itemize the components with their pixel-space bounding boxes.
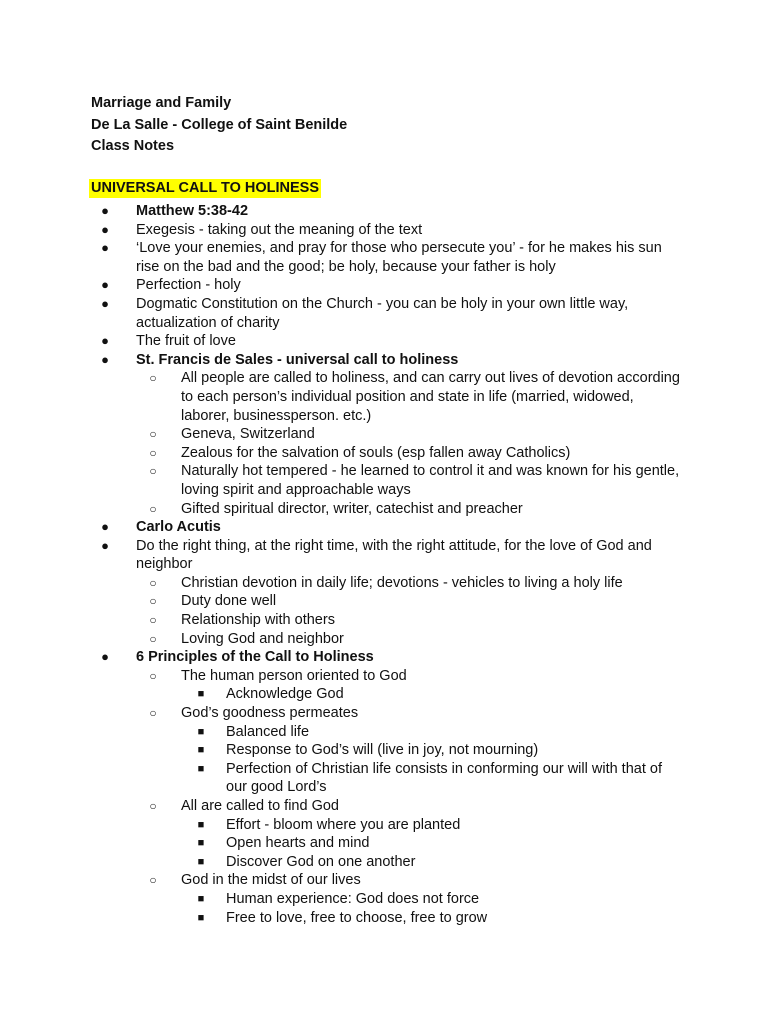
notes-label: Class Notes [91, 138, 175, 154]
bullet-square-icon: ■ [197, 688, 205, 701]
list-item: ● Carlo Acutis [0, 518, 768, 537]
bullet-disc-icon: ● [101, 221, 109, 237]
list-item: ■ Response to God’s will (live in joy, not mourning) [0, 741, 768, 760]
bullet-disc-icon: ● [101, 277, 109, 293]
bullet-square-icon: ■ [197, 744, 205, 757]
list-item: ● Do the right thing, at the right time, with the right attitude, for the love of God and neighbor [0, 537, 768, 574]
bullet-circle-icon: ○ [149, 668, 157, 683]
bullet-circle-icon: ○ [149, 613, 157, 628]
list-item: ○ God’s goodness permeates [0, 704, 768, 723]
list-item: ○ All people are called to holiness, and can carry out lives of devotion according to each person’s individual position and state in life (married, widowed, laborer, businessperson. etc.) [0, 369, 768, 425]
list-item: ■ Discover God on one another [0, 853, 768, 872]
list-item: ● ‘Love your enemies, and pray for those who persecute you’ - for he makes his sun rise on the bad and the good; be holy, because your father is holy [0, 239, 768, 276]
bullet-square-icon: ■ [197, 855, 205, 868]
bullet-circle-icon: ○ [149, 575, 157, 590]
list-item: ■ Human experience: God does not force [0, 890, 768, 909]
list-item: ○ Christian devotion in daily life; devotions - vehicles to living a holy life [0, 574, 768, 593]
bullet-disc-icon: ● [101, 240, 109, 256]
list-item: ● Dogmatic Constitution on the Church - you can be holy in your own little way, actualization of charity [0, 295, 768, 332]
bullet-disc-icon: ● [101, 649, 109, 665]
bullet-circle-icon: ○ [149, 371, 157, 386]
list-item: ○ Gifted spiritual director, writer, catechist and preacher [0, 500, 768, 519]
course-title: Marriage and Family [91, 95, 232, 111]
bullet-disc-icon: ● [101, 333, 109, 349]
document-header [91, 94, 347, 159]
bullet-circle-icon: ○ [149, 594, 157, 609]
bullet-circle-icon: ○ [149, 501, 157, 516]
bullet-square-icon: ■ [197, 911, 205, 924]
list-item: ○ Geneva, Switzerland [0, 425, 768, 444]
bullet-square-icon: ■ [197, 725, 205, 738]
list-item: ○ All are called to find God [0, 797, 768, 816]
bullet-circle-icon: ○ [149, 427, 157, 442]
list-item: ■ Acknowledge God [0, 685, 768, 704]
list-item: ■ Free to love, free to choose, free to grow [0, 909, 768, 928]
list-item: ○ Zealous for the salvation of souls (esp fallen away Catholics) [0, 444, 768, 463]
list-item: ○ Duty done well [0, 592, 768, 611]
bullet-circle-icon: ○ [149, 799, 157, 813]
bullet-disc-icon: ● [101, 351, 109, 367]
bullet-disc-icon: ● [101, 537, 109, 553]
list-item: ■ Open hearts and mind [0, 834, 768, 853]
list-item: ○ Naturally hot tempered - he learned to control it and was known for his gentle, loving spirit and approachable ways [0, 462, 768, 499]
bullet-disc-icon: ● [101, 519, 109, 535]
list-item: ○ The human person oriented to God [0, 667, 768, 686]
bullet-square-icon: ■ [197, 837, 205, 850]
list-item: ○ God in the midst of our lives [0, 871, 768, 890]
list-item: ● 6 Principles of the Call to Holiness [0, 648, 768, 667]
list-item: ■ Perfection of Christian life consists in conforming our will with that of our good Lord’s [0, 760, 768, 797]
list-item: ● St. Francis de Sales - universal call to holiness [0, 351, 768, 370]
bullet-disc-icon: ● [101, 295, 109, 311]
bullet-square-icon: ■ [197, 892, 205, 905]
list-item: ○ Loving God and neighbor [0, 630, 768, 649]
list-item: ● Matthew 5:38-42 [0, 202, 768, 221]
bullet-disc-icon: ● [101, 203, 109, 218]
list-item: ● Perfection - holy [0, 276, 768, 295]
notes-list [0, 202, 768, 927]
bullet-square-icon: ■ [197, 762, 205, 775]
list-item: ● The fruit of love [0, 332, 768, 351]
list-item: ● Exegesis - taking out the meaning of the text [0, 221, 768, 240]
bullet-circle-icon: ○ [149, 631, 157, 646]
bullet-square-icon: ■ [197, 818, 205, 831]
list-item: ○ Relationship with others [0, 611, 768, 630]
section-title-highlighted: UNIVERSAL CALL TO HOLINESS [91, 180, 319, 196]
list-item: ■ Effort - bloom where you are planted [0, 816, 768, 835]
bullet-circle-icon: ○ [149, 464, 157, 479]
bullet-circle-icon: ○ [149, 873, 157, 888]
bullet-circle-icon: ○ [149, 706, 157, 721]
school-name: De La Salle - College of Saint Benilde [91, 116, 348, 133]
bullet-circle-icon: ○ [149, 445, 157, 460]
list-item: ■ Balanced life [0, 723, 768, 742]
